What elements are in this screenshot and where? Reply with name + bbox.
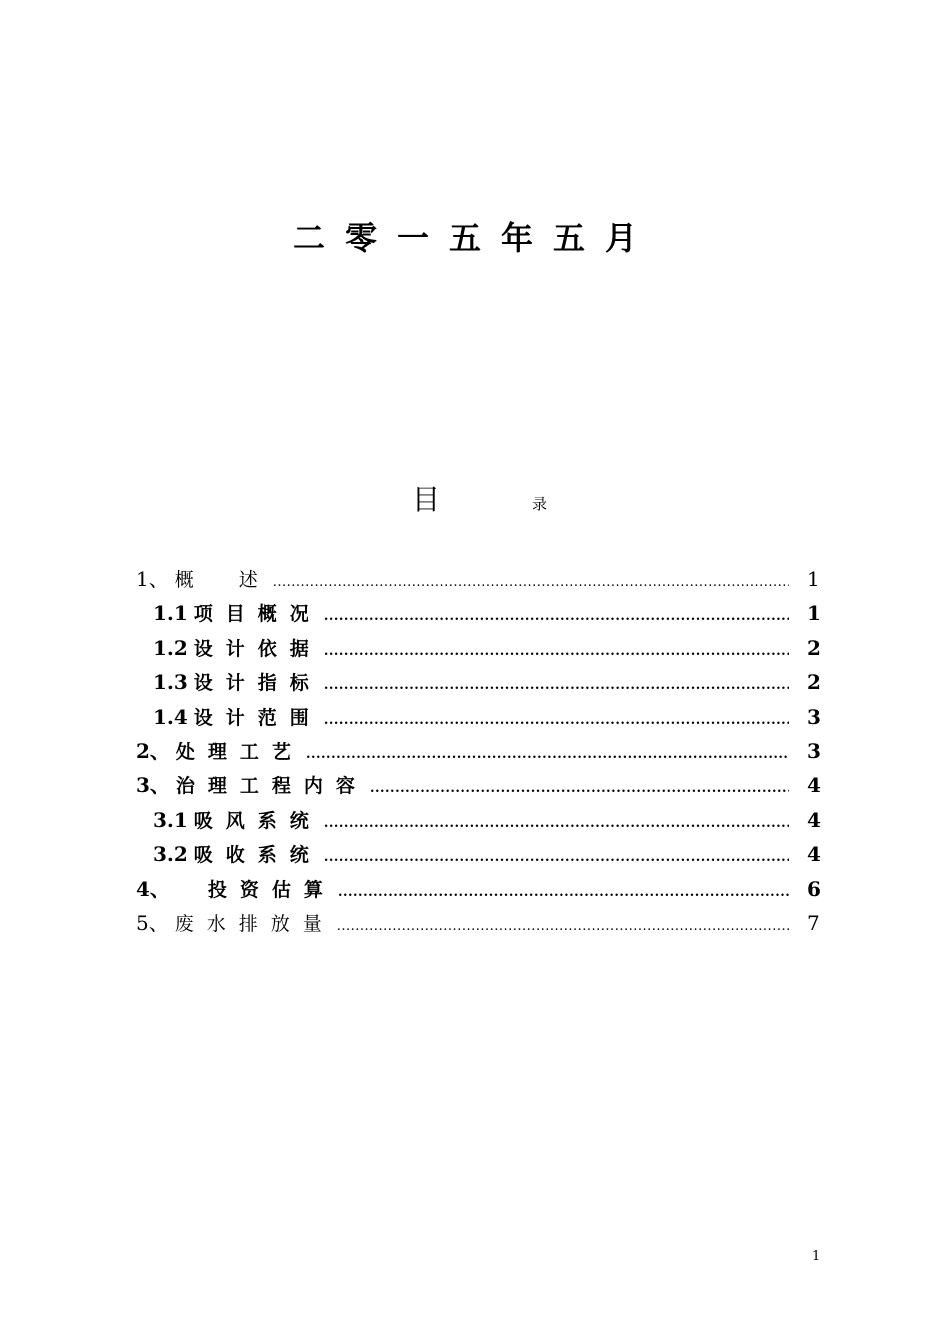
toc-entry-page: 3 (807, 738, 821, 763)
toc-entry-page: 6 (807, 876, 821, 901)
toc-leader-dots (324, 704, 789, 738)
toc-heading-main: 目 (412, 483, 441, 516)
cover-date: 二零一五年五月 (292, 219, 657, 257)
toc-entry-number: 1.4 (153, 704, 188, 729)
toc-heading (0, 480, 950, 520)
toc-entry-number: 4、 (136, 876, 170, 901)
toc-entry[interactable] (136, 768, 819, 802)
toc-leader-dots (337, 910, 789, 944)
toc-entry-label: 设计依据 (193, 637, 322, 660)
toc-entry-page: 7 (807, 910, 820, 935)
toc-leader-dots (324, 841, 789, 875)
toc-entry[interactable] (136, 803, 819, 837)
toc-entry-label: 投资估算 (175, 878, 336, 901)
page-number: 1 (812, 1249, 821, 1264)
toc-entry-page: 4 (807, 807, 821, 832)
toc-entry[interactable] (136, 872, 819, 906)
toc-entry-label: 概 述 (174, 569, 271, 591)
toc-entry-label: 吸风系统 (193, 809, 322, 832)
toc-entry[interactable] (136, 734, 819, 768)
toc-entry-label: 设计指标 (193, 672, 322, 695)
toc-entry-label: 项目概况 (193, 603, 322, 626)
toc-entry[interactable] (136, 562, 819, 596)
toc-entry-label: 吸收系统 (193, 844, 322, 867)
toc-entry-page: 1 (807, 601, 821, 626)
toc-leader-dots (324, 600, 789, 634)
toc-leader-dots (324, 669, 789, 703)
toc-leader-dots (306, 738, 789, 772)
toc-leader-dots (338, 876, 789, 910)
toc-entry[interactable] (136, 837, 819, 871)
table-of-contents (136, 562, 819, 940)
toc-entry-label: 设计范围 (193, 706, 322, 729)
toc-entry-page: 2 (807, 635, 821, 660)
toc-entry-number: 5、 (136, 910, 169, 935)
toc-entry[interactable] (136, 700, 819, 734)
toc-leader-dots (370, 772, 789, 806)
toc-entry-number: 1.3 (153, 670, 188, 695)
toc-entry-page: 4 (807, 773, 821, 798)
toc-entry-number: 3、 (136, 773, 170, 798)
toc-entry-number: 1.1 (153, 601, 188, 626)
toc-entry-label: 废水排放量 (174, 912, 335, 935)
toc-entry[interactable] (136, 596, 819, 630)
toc-leader-dots (273, 566, 789, 600)
toc-entry-number: 1、 (136, 567, 169, 591)
toc-entry[interactable] (136, 631, 819, 665)
toc-entry[interactable] (136, 665, 819, 699)
toc-entry-number: 1.2 (153, 635, 188, 660)
toc-entry-label: 处理工艺 (175, 740, 304, 763)
toc-leader-dots (324, 635, 789, 669)
toc-entry-page: 3 (807, 704, 821, 729)
toc-entry-number: 3.2 (153, 842, 188, 867)
toc-heading-sub: 录 (532, 495, 548, 513)
toc-entry-label: 治理工程内容 (175, 775, 368, 798)
toc-entry-page: 1 (807, 567, 820, 591)
toc-entry-page: 2 (807, 670, 821, 695)
toc-entry-number: 2、 (136, 738, 170, 763)
toc-entry[interactable] (136, 906, 819, 940)
toc-entry-page: 4 (807, 842, 821, 867)
toc-entry-number: 3.1 (153, 807, 188, 832)
toc-leader-dots (324, 807, 789, 841)
